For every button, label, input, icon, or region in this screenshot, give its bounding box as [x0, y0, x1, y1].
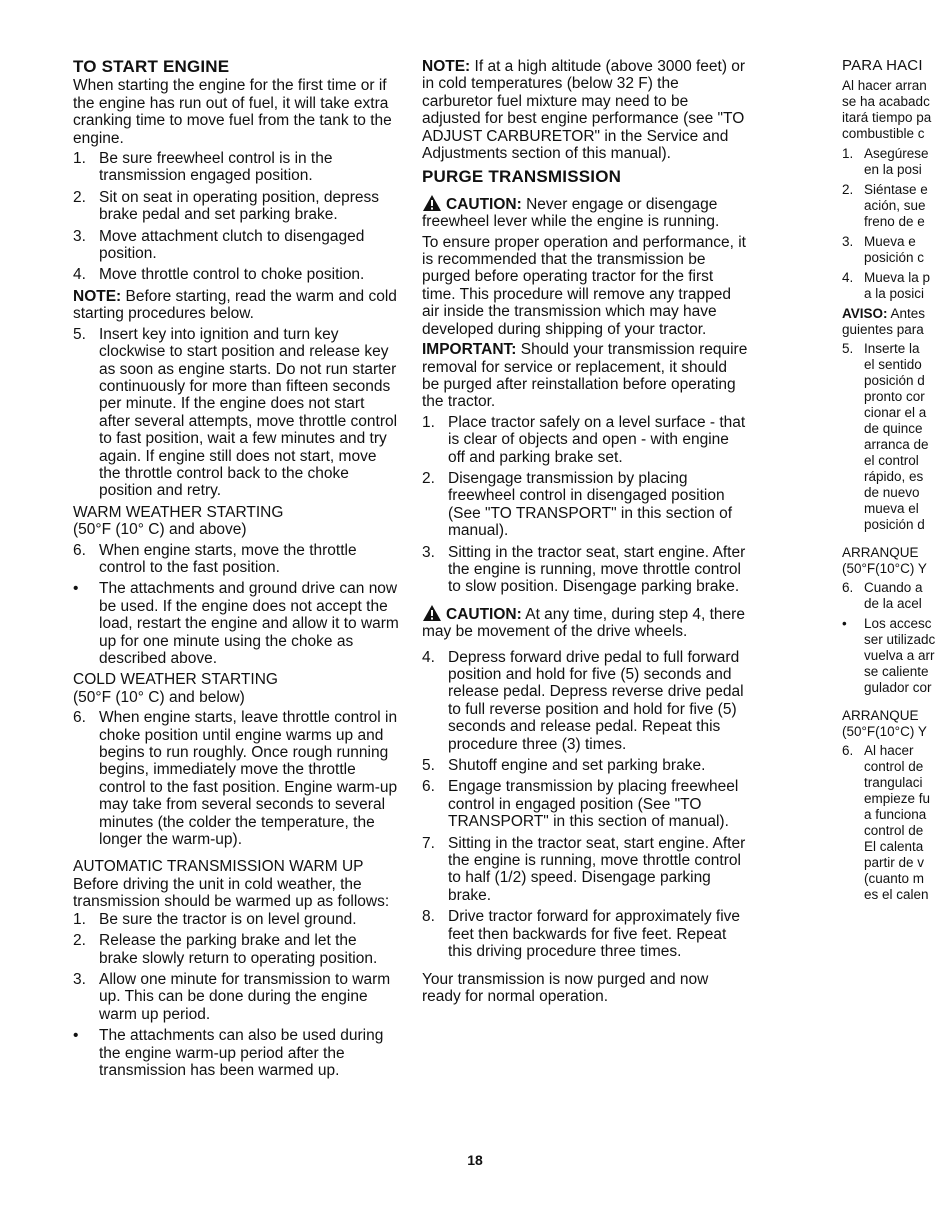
item-text-line: el sentido [864, 357, 922, 372]
item-text-line: Siéntase e [864, 182, 928, 197]
spanish-subheading-2: ARRANQUE [842, 708, 919, 723]
item-text [864, 234, 950, 266]
item-number: 1. [73, 910, 86, 928]
item-text-line: Cuando a [864, 580, 923, 595]
item-number: 1. [842, 146, 854, 161]
item-text: Release the parking brake and let the brake slowly return to operating position. [99, 932, 378, 967]
item-number: 3. [842, 234, 854, 249]
warning-triangle-icon [422, 604, 446, 622]
item-text: When engine starts, move the throttle control to the fast position. [99, 541, 357, 576]
spanish-step-5 [842, 341, 950, 533]
important-text: Should your transmission require removal for service or replacement, it should be purged after reinstallation before operating the tractor. [422, 341, 748, 411]
item-text [864, 182, 950, 230]
item-number: 1. [422, 413, 435, 431]
item-text-line: empieze fu [864, 791, 931, 806]
spanish-subheading-1: ARRANQUE [842, 545, 919, 560]
subheading-warm-temp: (50°F (10° C) and above) [73, 521, 247, 539]
aviso-paragraph [842, 306, 950, 322]
item-number: 2. [73, 188, 86, 206]
item-text-line: rápido, es [864, 469, 924, 484]
item-text-line: de la acel [864, 596, 922, 611]
spanish-warm-list [842, 580, 950, 696]
caution-label: CAUTION: [446, 605, 522, 623]
item-text: Be sure the tractor is on level ground. [99, 910, 357, 928]
item-text-line: el control [864, 453, 919, 468]
list-item [73, 971, 399, 1023]
item-text: Shutoff engine and set parking brake. [448, 757, 706, 775]
list-item [842, 146, 950, 178]
list-item [73, 709, 399, 848]
important-paragraph [422, 341, 748, 411]
intro-line: itará tiempo pa [842, 110, 932, 125]
list-item [73, 150, 399, 185]
item-text: Place tractor safely on a level surface - that is clear of objects and open - with engine off and parking brake set. [448, 413, 746, 466]
item-number: 4. [73, 266, 86, 284]
auto-steps-list [73, 911, 399, 1080]
item-text: Sitting in the tractor seat, start engine. After the engine is running, move throttle control to slow position. Disengage parking brake. [448, 543, 746, 596]
caution-text: At any time, during step 4, there may be movement of the drive wheels. [422, 605, 745, 641]
note-label: NOTE: [73, 287, 122, 305]
note-paragraph [73, 288, 399, 323]
item-text-line: El calenta [864, 839, 924, 854]
column-right-spanish [842, 58, 950, 907]
item-text-line: Los accesc [864, 616, 932, 631]
list-item [422, 835, 748, 905]
list-item [422, 544, 748, 596]
item-text-line: pronto cor [864, 389, 925, 404]
item-text-line: Al hacer [864, 743, 914, 758]
list-item [422, 778, 748, 830]
item-text-line: Asegúrese [864, 146, 929, 161]
item-text: Sit on seat in operating position, depress brake pedal and set parking brake. [99, 188, 380, 224]
cold-steps-list [73, 709, 399, 848]
item-number: • [73, 580, 79, 598]
list-item [842, 743, 950, 903]
item-text: Disengage transmission by placing freewheel control in disengaged position (See "TO TRANSPORT" in this section of manual). [448, 469, 733, 540]
subheading-warm-weather: WARM WEATHER STARTING [73, 503, 284, 521]
intro-line: combustible c [842, 126, 925, 141]
item-text: Sitting in the tractor seat, start engine. After the engine is running, move throttle control to half (1/2) speed. Disengage parking brake. [448, 834, 746, 904]
column-left [73, 58, 399, 1083]
list-item [842, 234, 950, 266]
item-text-line: trangulaci [864, 775, 923, 790]
column-middle [422, 58, 748, 1008]
spanish-intro [842, 78, 950, 142]
aviso-label: AVISO: [842, 306, 888, 321]
item-number: 5. [422, 757, 435, 775]
auto-intro: Before driving the unit in cold weather, the transmission should be warmed up as follows: [73, 875, 390, 911]
subheading-auto-warmup: AUTOMATIC TRANSMISSION WARM UP [73, 858, 364, 876]
altitude-note [422, 58, 748, 162]
item-text [864, 580, 950, 612]
item-number: 5. [842, 341, 854, 356]
subheading-cold-weather: COLD WEATHER STARTING [73, 671, 278, 689]
caution-label: CAUTION: [446, 195, 522, 213]
section-heading-start-engine: TO START ENGINE [73, 57, 230, 76]
item-text [864, 341, 950, 533]
list-item [422, 908, 748, 960]
list-item [842, 341, 950, 533]
item-text-line: Inserte la [864, 341, 920, 356]
aviso-line-2: guientes para [842, 322, 924, 337]
item-number: 5. [73, 325, 86, 343]
list-item [422, 470, 748, 540]
intro-paragraph: When starting the engine for the first time or if the engine has run out of fuel, it will take extra cranking time to move fuel from the tank to the engine. [73, 77, 392, 147]
item-text: The attachments can also be used during the engine warm-up period after the transmission has been warmed up. [99, 1027, 384, 1079]
spanish-cold-list [842, 743, 950, 903]
purge-steps-list-b [422, 649, 748, 961]
item-text-line: control de [864, 823, 924, 838]
closing-paragraph: Your transmission is now purged and now ready for normal operation. [422, 970, 709, 1005]
item-text [864, 270, 950, 302]
item-text-line: posición c [864, 250, 925, 265]
note-label: NOTE: [422, 58, 471, 75]
purge-paragraph: To ensure proper operation and performance, it is recommended that the transmission be purged before operating tractor for the first time. This procedure will remove any trapped air inside the transmission which may have developed during shipping of your tractor. [422, 233, 746, 338]
item-text: Move attachment clutch to disengaged position. [99, 227, 365, 263]
intro-line: Al hacer arran [842, 78, 927, 93]
subheading-cold-temp: (50°F (10° C) and below) [73, 688, 245, 706]
spanish-steps-list-a [842, 146, 950, 302]
item-text-line: Mueva e [864, 234, 916, 249]
item-text-line: mueva el [864, 501, 919, 516]
item-text-line: ser utilizadc [864, 632, 936, 647]
list-item [73, 1027, 399, 1079]
item-text [864, 616, 950, 696]
warm-steps-list [73, 542, 399, 668]
section-heading-spanish: PARA HACI [842, 58, 923, 74]
item-number: 4. [842, 270, 854, 285]
item-text-line: posición d [864, 517, 925, 532]
intro-line: se ha acabadc [842, 94, 930, 109]
item-text: When engine starts, leave throttle control in choke position until engine warms up and begins to run roughly. Once rough running begins, immediately move the throttle control to the fast position. Engine warm-up may take from several seconds to several minutes (the colder the temperature, the longer the warm-up). [99, 709, 398, 849]
item-number: 2. [422, 469, 435, 487]
item-number: 7. [422, 834, 435, 852]
item-text-line: (cuanto m [864, 871, 925, 886]
list-item [422, 757, 748, 774]
page-number: 18 [467, 1152, 483, 1168]
item-text: Move throttle control to choke position. [99, 266, 365, 284]
item-text-line: en la posi [864, 162, 922, 177]
item-text: Be sure freewheel control is in the transmission engaged position. [99, 150, 333, 185]
note-text: Before starting, read the warm and cold starting procedures below. [73, 287, 397, 323]
item-text-line: de quince [864, 421, 923, 436]
item-number: • [842, 616, 847, 631]
item-text-line: es el calen [864, 887, 929, 902]
item-text [864, 146, 950, 178]
item-text-line: a la posici [864, 286, 925, 301]
start-steps-list [73, 150, 399, 284]
list-item [73, 911, 399, 928]
item-text: The attachments and ground drive can now be used. If the engine does not accept the load, restart the engine and allow it to warm up for one minute using the choke as described above. [99, 580, 399, 667]
item-text-line: de nuevo [864, 485, 920, 500]
note-text: If at a high altitude (above 3000 feet) or in cold temperatures (below 32 F) the carburetor fuel mixture may need to be adjusted for best engine performance (see "TO ADJUST CARBURETOR" in the Service and Adjustments section of this manual). [422, 58, 746, 163]
list-item [73, 542, 399, 577]
spanish-subheading-2-temp: (50°F(10°C) Y [842, 724, 927, 739]
item-text-line: cionar el a [864, 405, 927, 420]
item-text-line: gulador cor [864, 680, 932, 695]
item-text [864, 743, 950, 903]
caution-paragraph-2 [422, 604, 748, 641]
item-number: 6. [73, 709, 86, 727]
list-item [842, 270, 950, 302]
list-item [73, 580, 399, 667]
item-number: 8. [422, 908, 435, 926]
item-number: 6. [842, 580, 854, 595]
item-text-line: arranca de [864, 437, 929, 452]
section-heading-purge: PURGE TRANSMISSION [422, 167, 622, 187]
list-item [842, 616, 950, 696]
item-text-line: control de [864, 759, 924, 774]
item-text: Insert key into ignition and turn key clockwise to start position and release key as soon as engine starts. Do not run starter continuously for more than fifteen seconds per minute. If the engine does not start after several attempts, move throttle control to fast position, wait a few minutes and try again. If engine still does not start, move the throttle control back to the choke position and retry. [99, 325, 398, 500]
item-text-line: Mueva la p [864, 270, 931, 285]
list-item [422, 649, 748, 753]
item-text: Allow one minute for transmission to warm up. This can be done during the engine warm up period. [99, 970, 391, 1023]
list-item [842, 580, 950, 612]
caution-paragraph-1 [422, 194, 748, 231]
item-text-line: freno de e [864, 214, 925, 229]
list-item [73, 932, 399, 967]
item-number: 1. [73, 150, 86, 168]
purge-steps-list-a [422, 414, 748, 596]
list-item [73, 326, 399, 500]
item-number: 6. [73, 541, 86, 559]
item-text: Depress forward drive pedal to full forward position and hold for five (5) seconds and release pedal. Depress reverse drive pedal to full reverse position and hold for five (5) seconds and release pedal. Repeat this procedure three (3) times. [448, 648, 744, 753]
list-item [73, 228, 399, 263]
important-label: IMPORTANT: [422, 341, 517, 359]
item-text-line: vuelva a arr [864, 648, 935, 663]
caution-text: Never engage or disengage freewheel lever while the engine is running. [422, 195, 720, 231]
item-number: 6. [422, 778, 435, 796]
item-text-line: a funciona [864, 807, 927, 822]
item-number: 4. [422, 648, 435, 666]
list-item [73, 266, 399, 283]
item-number: 2. [73, 932, 86, 950]
item-number: 3. [73, 970, 86, 988]
list-item [422, 414, 748, 466]
item-text: Engage transmission by placing freewheel control in engaged position (See "TO TRANSPORT" in this section of manual). [448, 778, 739, 831]
item-number: 6. [842, 743, 854, 758]
item-text-line: se caliente [864, 664, 929, 679]
aviso-text: Antes [887, 306, 926, 321]
item-number: 3. [422, 543, 435, 561]
list-item [842, 182, 950, 230]
warning-triangle-icon [422, 194, 446, 212]
item-text-line: ación, sue [864, 198, 926, 213]
spanish-subheading-1-temp: (50°F(10°C) Y [842, 561, 927, 576]
item-text: Drive tractor forward for approximately five feet then backwards for five feet. Repeat this driving procedure three times. [448, 908, 741, 961]
item-number: 3. [73, 227, 86, 245]
item-text-line: posición d [864, 373, 925, 388]
list-item [73, 189, 399, 224]
item-number: 2. [842, 182, 854, 197]
item-number: • [73, 1027, 79, 1045]
item-text-line: partir de v [864, 855, 925, 870]
